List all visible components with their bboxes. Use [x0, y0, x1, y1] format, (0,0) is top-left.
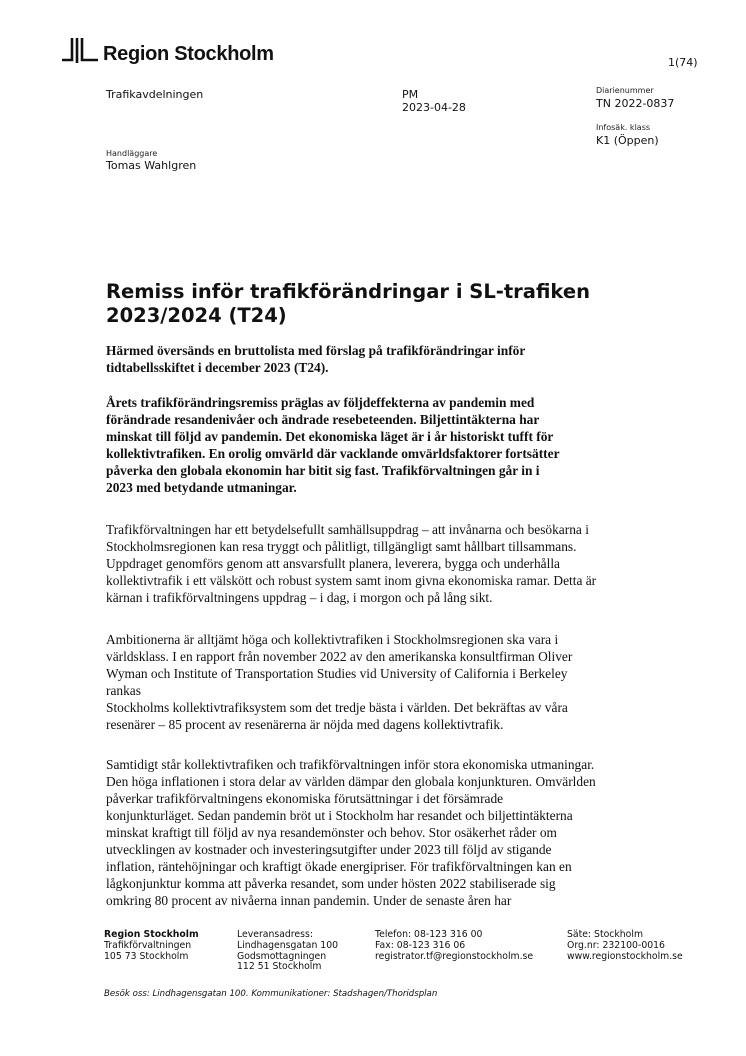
handlaggare-label: Handläggare [106, 149, 158, 158]
footer-website-link[interactable]: www.regionstockholm.se [567, 950, 683, 962]
logo-text: Region Stockholm [103, 43, 274, 65]
lead-paragraph-2: Årets trafikförändringsremiss präglas av följdeffekterna av pandemin med förändrade resandenivåer och ändrade resebeteenden. Biljettintäkterna har minskat till följd av pandemin. Det ekonomiska läget är i år historiskt tufft för kollektivtrafiken. En orolig omvärld där vacklande omvärldsfaktorer fortsätter påverka den globala ekonomin har bitit sig fast. Trafikförvaltningen går in i 2023 med betydande utmaningar. [106, 395, 560, 495]
doc-date: 2023-04-28 [402, 101, 466, 114]
body-paragraph-2: Ambitionerna är alltjämt höga och kollektivtrafiken i Stockholmsregionen ska vara i världsklass. I en rapport från november 2022 av den amerikanska konsultfirman Oliver Wyman och Institute of Transportation Studies vid University of California i Berkeley rankas Stockholms kollektivtrafiksystem som det tredje bästa i världen. Det bekräftas av våra resenärer – 85 procent av resenärerna är nöjda med dagens kollektivtrafik. [106, 632, 573, 732]
footer-email-link[interactable]: registrator.tf@regionstockholm.se [375, 950, 534, 962]
handlaggare: Tomas Wahlgren [106, 159, 197, 172]
page-number: 1(74) [668, 56, 698, 69]
footer-visit-info: Besök oss: Lindhagensgatan 100. Kommunikationer: Stadshagen/Thoridsplan [104, 989, 438, 999]
department: Trafikavdelningen [106, 88, 204, 101]
infosak-label: Infosäk. klass [596, 123, 651, 132]
infosak-class: K1 (Öppen) [596, 134, 659, 147]
region-stockholm-logo [60, 35, 274, 66]
footer-delivery-address: Leveransadress: Lindhagensgatan 100 Godsmottagningen 112 51 Stockholm [237, 929, 339, 973]
title-line: 2023/2024 (T24) [106, 304, 287, 327]
body-paragraph-3: Samtidigt står kollektivtrafiken och trafikförvaltningen inför stora ekonomiska utmaningar. Den höga inflationen i stora delar av världen dämpar den globala konjunkturen. Omvärlden påverkar trafikförvaltningens ekonomiska förutsättningar i det försämrade konjunkturläget. Sedan pandemin bröt ut i Stockholm har resandet och biljettintäkterna minskat kraftigt till följd av nya resandemönster och behov. Stor osäkerhet råder om utvecklingen av kostnader och investeringsutgifter under 2023 till följd av stigande inflation, räntehöjningar och kraftigt ökade energipriser. För trafikförvaltningen kan en lågkonjunktur komma att påverka resandet, som under hösten 2022 stabiliserade sig omkring 80 procent av nivåerna innan pandemin. Under de senaste åren har [106, 757, 596, 908]
lead-paragraph-1: Härmed översänds en bruttolista med förslag på trafikförändringar inför tidtabellsskiftet i december 2023 (T24). [106, 343, 526, 375]
crown-logo-icon [60, 36, 100, 66]
footer-contact: Telefon: 08-123 316 00 Fax: 08-123 316 06 registrator.tf@regionstockholm.se [375, 929, 534, 962]
footer-org: Region Stockholm Trafikförvaltningen 105 73 Stockholm [104, 929, 199, 962]
footer-seat: Säte: Stockholm Org.nr: 232100-0016 www.regionstockholm.se [567, 929, 683, 962]
body-paragraph-1: Trafikförvaltningen har ett betydelsefullt samhällsuppdrag – att invånarna och besökarna i Stockholmsregionen kan resa tryggt och pålitligt, tillgängligt samt hållbart tillsammans. Uppdraget genomförs genom att ansvarsfullt planera, leverera, bygga och underhålla kollektivtrafik i ett välskött och robust system samt inom givna ekonomiska ramar. Detta är kärnan i trafikförvaltningens uppdrag – i dag, i morgon och på lång sikt. [106, 522, 597, 605]
doc-type: PM [402, 88, 419, 101]
diarienummer-label: Diarienummer [596, 86, 654, 95]
document-title [106, 280, 666, 328]
title-line: Remiss inför trafikförändringar i SL-trafiken [106, 280, 590, 303]
diarienummer: TN 2022-0837 [596, 97, 675, 110]
